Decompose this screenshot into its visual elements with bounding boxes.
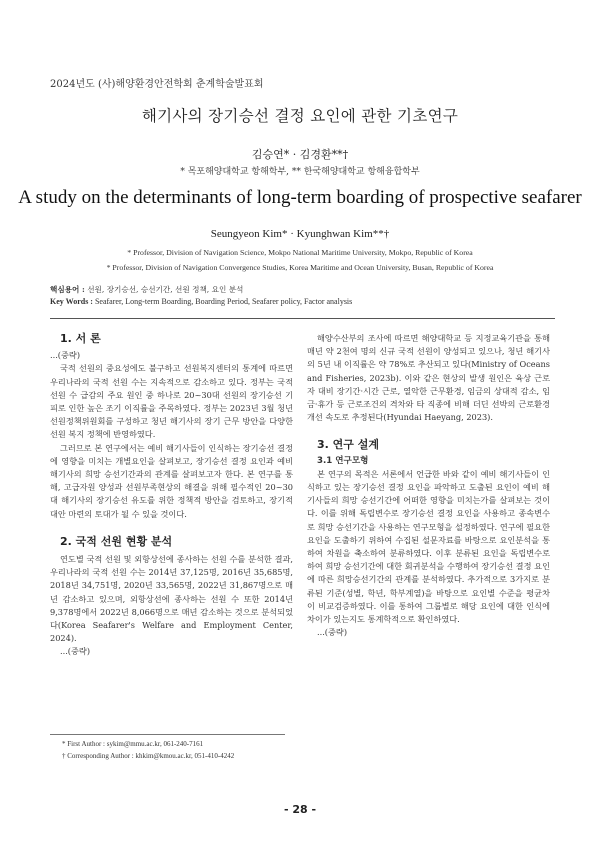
right-paragraph-top: 해양수산부의 조사에 따르면 해양대학교 등 지정교육기관을 통해 매년 약 2천여 명의 신규 국적 선원이 양성되고 있으나, 청년 해기사의 5년 내 이직률은 약 78%로 추산되고 있다(Ministry of Oceans and Fisheries, 2023b). 이와 같은 현상의 발생 원인은 육상 근로자 대비 장기간·시간 근로, 열악한 근무환경, 임금의 상대적 감소, 임금·휴가 등 근로조건의 격차와 타 직종에 비해 더딘 선박의 근로환경 개선 속도로 추정된다(Hyundai Haeyang, 2023). [307,333,550,423]
keywords-english-label: Key Words : [50,297,93,306]
left-column [50,332,293,659]
section-2-paragraph-1: 연도별 국적 선원 및 외항상선에 종사하는 선원 수를 분석한 결과, 우리나라의 국적 선원 수는 2014년 37,125명, 2016년 35,685명, 2018년 34,751명, 2020년 33,565명, 2022년 31,867명으로 매년 감소하고 있으며, 외항상선에 종사하는 선원 수 또한 2014년 9,378명에서 2022년 8,066명으로 매년 감소하는 것으로 분석되었다(Korea Seafarer's Welfare and Employment Center, 2024). [50,554,293,644]
english-affiliation-2: * Professor, Division of Navigation Convergence Studies, Korea Maritime and Ocean University, Busan, Republic of Korea [106,263,494,272]
keywords-korean-label: 핵심용어 : [50,285,85,294]
section-1-title: 1. 서 론 [60,332,101,345]
english-authors: Seungyeon Kim* · Kyunghwan Kim**† [210,228,390,240]
section-1-paragraph-1: 국적 선원의 중요성에도 불구하고 선원복지센터의 통계에 따르면 우리나라의 국적 선원 수는 지속적으로 감소하고 있다. 정부는 국적 선원 수 급감의 주요 원인 중 하나로 20~30대 선원의 장기승선 기피로 인한 높은 조기 이직률을 주목하였다. 정부는 2023년 3월 청년 선원정책위원회를 구성하고 청년 해기사의 장기 근무 방안을 다양한 선원 복지 정책에 반영하였다. [50,363,293,440]
keywords-korean-text: 선원, 장기승선, 승선기간, 선원 정책, 요인 분석 [87,285,244,294]
section-2-ellipsis: ...(중략) [60,646,91,657]
korean-authors: 김승연* · 김경환**† [251,148,349,161]
footnote-corresponding-author: † Corresponding Author : khkim@kmou.ac.kr, 051-410-4242 [62,752,235,760]
page-number: - 28 - [283,803,317,816]
right-column [307,332,550,639]
english-affiliation-1: * Professor, Division of Navigation Science, Mokpo National Maritime University, Mokpo, Republic of Korea [127,248,473,257]
section-3-1-ellipsis: ...(중략) [317,627,348,638]
header-divider [50,318,555,319]
section-1-paragraph-2: 그러므로 본 연구에서는 예비 해기사들이 인식하는 장기승선 결정에 영향을 미치는 개별요인을 살펴보고, 장기승선 결정 요인과 예비 해기사의 희망 승선기간과의 관계를 살펴보고자 한다. 본 연구를 통해, 고급자원 양성과 선원부족현상의 해결을 위해 필수적인 20~30대 해기사의 장기승선 유도를 위한 정책적 방안을 검토하고, 장기적 대안 마련의 토대가 될 수 있을 것이다. [50,442,293,519]
section-2-title: 2. 국적 선원 현황 분석 [60,534,173,548]
korean-affiliations: * 목포해양대학교 항해학부, ** 한국해양대학교 항해융합학부 [180,167,420,177]
footnote-divider [50,734,285,735]
korean-title: 해기사의 장기승선 결정 요인에 관한 기초연구 [141,107,459,125]
footnote-first-author: * First Author : sykim@mmu.ac.kr, 061-240-7161 [62,740,204,748]
section-3-1-paragraph-1: 본 연구의 목적은 서론에서 언급한 바와 같이 예비 해기사들이 인식하고 있는 장기승선 결정 요인을 파악하고 도출된 요인이 예비 해기사들의 희망 승선기간에 어떠한 영향을 미치는가를 살펴보는 것이다. 이를 위해 독립변수로 장기승선 결정 요인을 사용하고 종속변수로 희망 승선기간을 사용하는 연구모형을 설정하였다. 연구에 필요한 요인을 도출하기 위하여 수집된 설문자료를 바탕으로 요인분석을 통하여 차원을 축소하여 분류하였다. 이후 분류된 요인을 독립변수로 하여 희망 승선기간에 대한 회귀분석을 수행하여 장기승선 결정 요인에 따른 희망승선기간의 관계를 분석하였다. 추가적으로 3가지로 분류된 기준(성별, 학년, 학부계열)을 바탕으로 요인별 수준을 평균차이 비교검증하였다. 이를 통하여 그룹별로 해당 요인에 대한 인식에 차이가 있는지도 통계학적으로 확인하였다. [307,468,550,625]
section-3-1-title: 3.1 연구모형 [317,455,369,466]
section-3-title: 3. 연구 설계 [317,438,379,452]
section-1-ellipsis: ...(중략) [50,350,81,361]
keywords-korean [50,284,560,295]
conference-header: 2024년도 (사)해양환경안전학회 춘계학술발표회 [50,79,264,90]
keywords-english [50,297,560,306]
english-title: A study on the determinants of long-term boarding of prospective seafarer [18,187,582,208]
keywords-english-text: Seafarer, Long-term Boarding, Boarding Period, Seafarer policy, Factor analysis [94,297,353,306]
